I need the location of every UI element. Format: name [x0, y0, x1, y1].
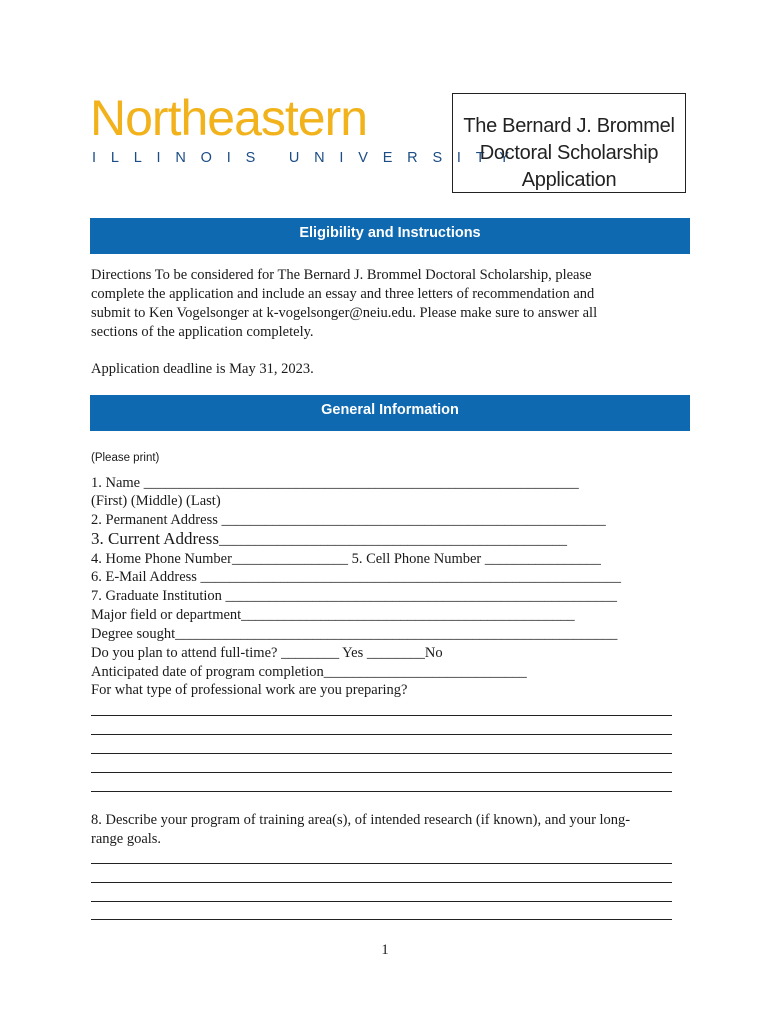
- page-number: 1: [381, 942, 389, 958]
- answer-line[interactable]: [91, 863, 672, 864]
- title-line-2: Doctoral Scholarship: [479, 142, 659, 164]
- title-box: [452, 93, 686, 193]
- deadline-text: Application deadline is May 31, 2023.: [91, 361, 314, 377]
- title-line-1: The Bernard J. Brommel: [463, 115, 675, 137]
- question-8-line-2: range goals.: [91, 831, 162, 847]
- degree-field[interactable]: Degree sought_____________________________________________________________: [91, 626, 618, 642]
- logo-wordmark: Northeastern: [90, 90, 368, 146]
- answer-line[interactable]: [91, 715, 672, 716]
- answer-line[interactable]: [91, 734, 672, 735]
- directions-line-2: complete the application and include an essay and three letters of recommendation and: [91, 286, 595, 302]
- current-address-label: 3. Current Address: [91, 529, 219, 548]
- logo-subtitle: ILLINOIS UNIVERSITY: [92, 150, 524, 166]
- answer-line[interactable]: [91, 772, 672, 773]
- permanent-address-field[interactable]: 2. Permanent Address _____________________________________________________: [91, 512, 606, 528]
- print-note: (Please print): [91, 452, 160, 464]
- question-8-line-1: 8. Describe your program of training area(s), of intended research (if known), and your long-: [91, 812, 631, 828]
- major-field[interactable]: Major field or department______________________________________________: [91, 607, 575, 623]
- current-address-blank[interactable]: ________________________________________________: [218, 532, 567, 548]
- full-time-field[interactable]: Do you plan to attend full-time? ________ Yes ________No: [91, 645, 443, 661]
- directions-line-3: submit to Ken Vogelsonger at k-vogelsonger@neiu.edu. Please make sure to answer all: [91, 305, 598, 321]
- phone-fields[interactable]: 4. Home Phone Number________________ 5. Cell Phone Number ________________: [91, 551, 601, 567]
- answer-line[interactable]: [91, 919, 672, 920]
- answer-line[interactable]: [91, 791, 672, 792]
- directions-paragraph: [91, 266, 681, 342]
- answer-line[interactable]: [91, 753, 672, 754]
- professional-work-question: For what type of professional work are you preparing?: [91, 682, 408, 698]
- email-field[interactable]: 6. E-Mail Address __________________________________________________________: [91, 569, 622, 585]
- directions-line-4: sections of the application completely.: [91, 324, 314, 340]
- graduate-institution-field[interactable]: 7. Graduate Institution ______________________________________________________: [91, 588, 618, 604]
- general-heading: General Information: [90, 395, 690, 431]
- current-address-row[interactable]: [91, 529, 567, 550]
- name-field[interactable]: 1. Name ____________________________________________________________: [91, 475, 579, 491]
- eligibility-heading: Eligibility and Instructions: [90, 218, 690, 254]
- completion-date-field[interactable]: Anticipated date of program completion____________________________: [91, 664, 527, 680]
- answer-line[interactable]: [91, 882, 672, 883]
- directions-line-1: Directions To be considered for The Bernard J. Brommel Doctoral Scholarship, please: [91, 267, 592, 283]
- answer-line[interactable]: [91, 901, 672, 902]
- name-parts-label: (First) (Middle) (Last): [91, 493, 221, 509]
- title-line-3: Application: [521, 169, 617, 191]
